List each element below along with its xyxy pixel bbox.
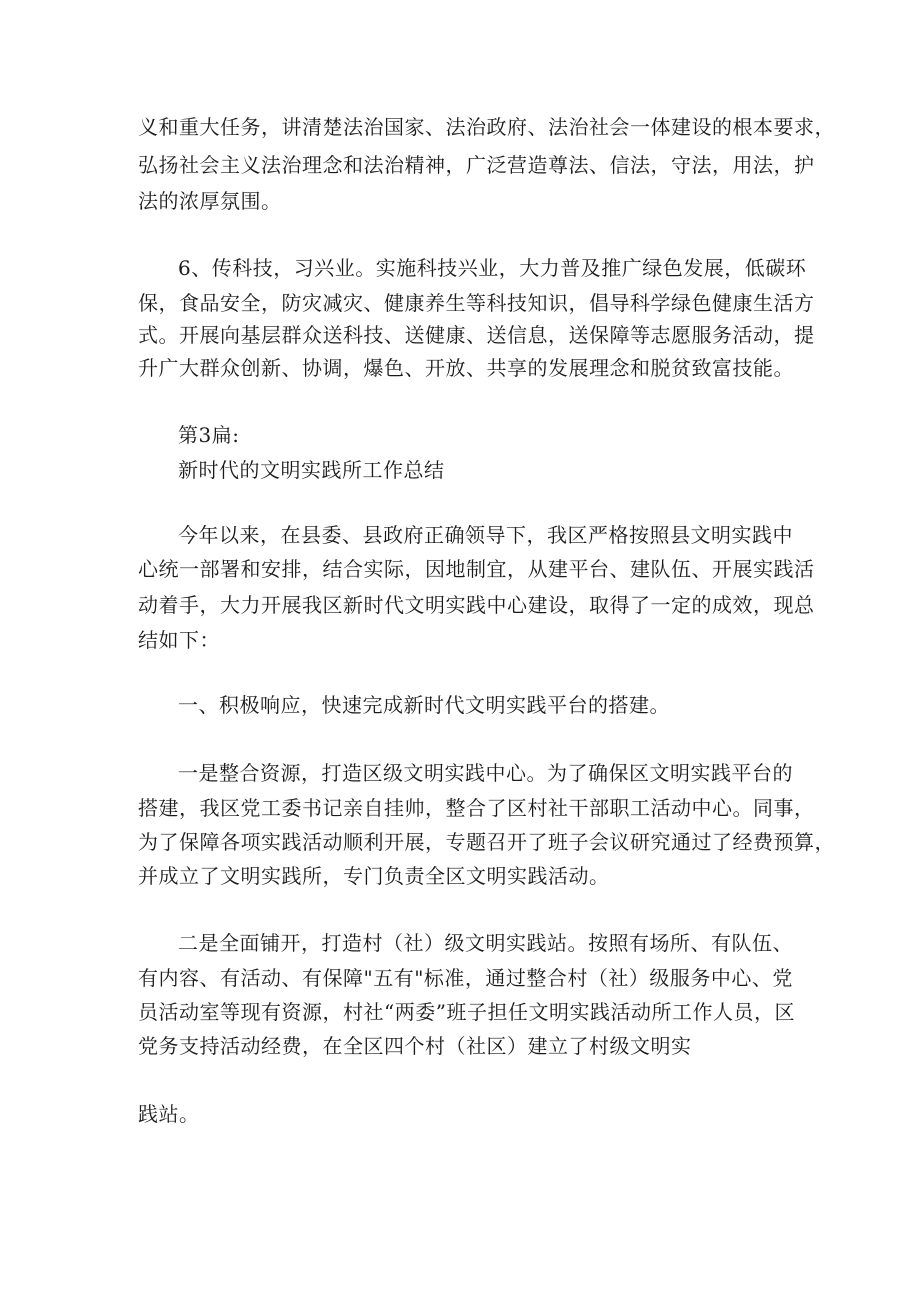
- paragraph-line: 6、传科技，习兴业。实施科技兴业，大力普及推广绿色发展，低碳环: [178, 256, 807, 280]
- paragraph-line: 今年以来，在县委、县政府正确领导下，我区严格按照县文明实践中: [178, 523, 793, 547]
- paragraph-line: 义和重大任务，讲清楚法治国家、法治政府、法治社会一体建设的根本要求，: [138, 115, 835, 139]
- paragraph-line: 搭建，我区党工委书记亲自挂帅，整合了区村社干部职工活动中心。同事，: [138, 796, 815, 820]
- paragraph-line: 员活动室等现有资源，村社“两委”班子担任文明实践活动所工作人员，区: [138, 1000, 795, 1024]
- paragraph-line: 动着手，大力开展我区新时代文明实践中心建设，取得了一定的成效，现总: [138, 593, 815, 617]
- paragraph-line: 有内容、有活动、有保障"五有"标准，通过整合村（社）级服务中心、党: [138, 966, 793, 990]
- paragraph-line: 二是全面铺开，打造村（社）级文明实践站。按照有场所、有队伍、: [178, 931, 793, 955]
- paragraph-line: 结如下：: [138, 628, 220, 652]
- paragraph-line: 弘扬社会主义法治理念和法治精神，广泛营造尊法、信法，守法，用法，护: [138, 153, 815, 177]
- section-heading: 一、积极响应，快速完成新时代文明实践平台的搭建。: [178, 693, 670, 717]
- paragraph-line: 法的浓厚氛围。: [138, 189, 282, 213]
- paragraph-line: 践站。: [138, 1102, 200, 1126]
- paragraph-line: 为了保障各项实践活动顺利开展，专题召开了班子会议研究通过了经费预算，: [138, 830, 835, 854]
- paragraph-line: 一是整合资源，打造区级文明实践中心。为了确保区文明实践平台的: [178, 761, 793, 785]
- paragraph-line: 党务支持活动经费，在全区四个村（社区）建立了村级文明实: [138, 1034, 692, 1058]
- paragraph-line: 保，食品安全，防灾减灾、健康养生等科技知识，倡导科学绿色健康生活方: [138, 291, 815, 315]
- paragraph-line: 心统一部署和安排，结合实际，因地制宜，从建平台、建队伍、开展实践活: [138, 557, 815, 581]
- section-title: 新时代的文明实践所工作总结: [178, 458, 445, 482]
- paragraph-line: 升广大群众创新、协调，爆色、开放、共享的发展理念和脱贫致富技能。: [138, 356, 794, 380]
- paragraph-line: 并成立了文明实践所，专门负责全区文明实践活动。: [138, 864, 610, 888]
- section-label: 第3扁:: [178, 423, 240, 447]
- paragraph-line: 式。开展向基层群众送科技、送健康、送信息，送保障等志愿服务活动，提: [138, 323, 815, 347]
